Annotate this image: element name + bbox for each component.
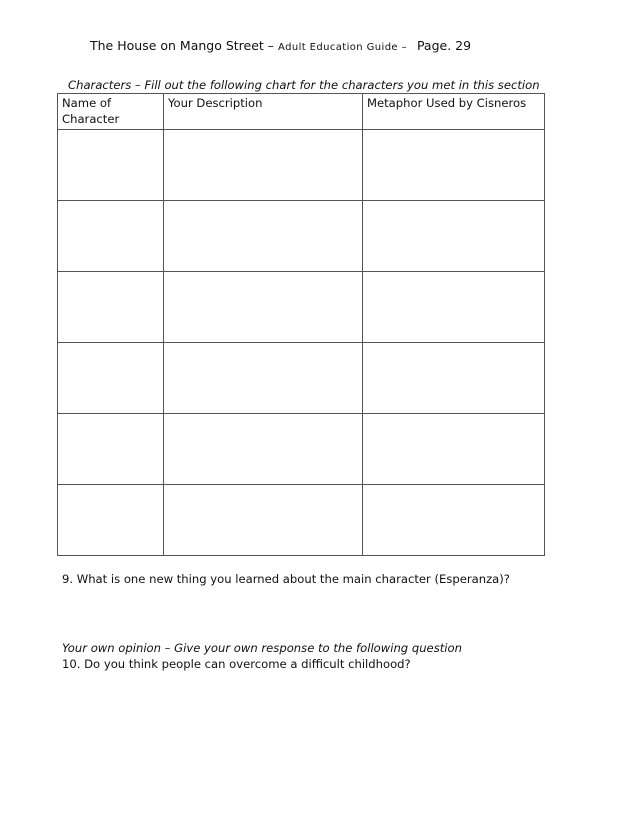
header-guide-label: Adult Education Guide –	[278, 42, 407, 53]
table-row	[58, 343, 545, 414]
column-header-description: Your Description	[164, 94, 363, 130]
table-row	[58, 414, 545, 485]
metaphor-cell[interactable]	[363, 201, 545, 272]
header-title: The House on Mango Street –	[90, 38, 275, 53]
description-cell[interactable]	[164, 343, 363, 414]
character-name-cell[interactable]	[58, 130, 164, 201]
column-header-name-line1: Name of	[62, 96, 112, 110]
characters-chart	[57, 93, 545, 556]
question-10: 10. Do you think people can overcome a difficult childhood?	[62, 657, 411, 671]
metaphor-cell[interactable]	[363, 272, 545, 343]
chart-header-row	[58, 94, 545, 130]
character-name-cell[interactable]	[58, 485, 164, 556]
column-header-metaphor: Metaphor Used by Cisneros	[363, 94, 545, 130]
table-row	[58, 272, 545, 343]
metaphor-cell[interactable]	[363, 485, 545, 556]
metaphor-cell[interactable]	[363, 343, 545, 414]
character-name-cell[interactable]	[58, 343, 164, 414]
page-header	[90, 38, 471, 56]
description-cell[interactable]	[164, 201, 363, 272]
character-name-cell[interactable]	[58, 201, 164, 272]
description-cell[interactable]	[164, 414, 363, 485]
question-9: 9. What is one new thing you learned about the main character (Esperanza)?	[62, 572, 510, 586]
opinion-prompt: Your own opinion – Give your own response to the following question	[62, 641, 462, 655]
table-row	[58, 485, 545, 556]
description-cell[interactable]	[164, 485, 363, 556]
chart-instruction: Characters – Fill out the following chart for the characters you met in this section	[68, 78, 540, 92]
description-cell[interactable]	[164, 130, 363, 201]
column-header-name-line2: Character	[62, 112, 120, 126]
metaphor-cell[interactable]	[363, 414, 545, 485]
page-number: Page. 29	[416, 38, 472, 53]
description-cell[interactable]	[164, 272, 363, 343]
character-name-cell[interactable]	[58, 414, 164, 485]
character-name-cell[interactable]	[58, 272, 164, 343]
table-row	[58, 130, 545, 201]
metaphor-cell[interactable]	[363, 130, 545, 201]
table-row	[58, 201, 545, 272]
column-header-name	[58, 94, 164, 130]
